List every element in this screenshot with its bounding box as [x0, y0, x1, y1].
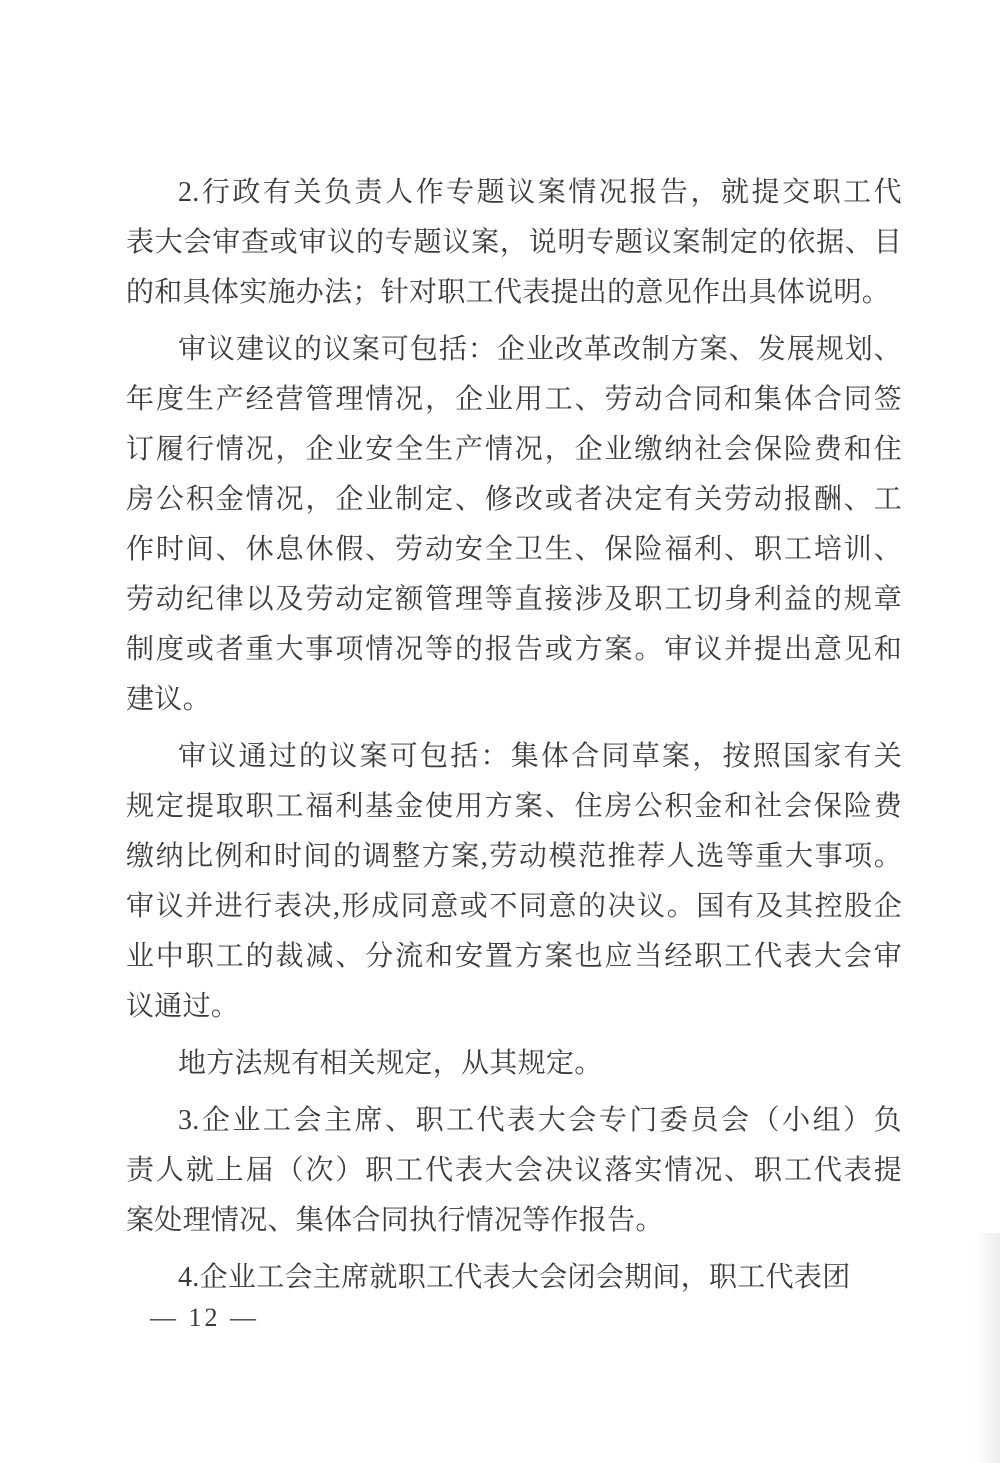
text-line: 年度生产经营管理情况，企业用工、劳动合同和集体合同签 [126, 384, 902, 415]
text-line: 案处理情况、集体合同执行情况等作报告。 [126, 1205, 664, 1236]
paragraph [126, 325, 902, 725]
text-line: 审议建议的议案可包括：企业改革改制方案、发展规划、 [178, 334, 902, 365]
text-line: 表大会审查或审议的专题议案，说明专题议案制定的依据、目 [126, 227, 902, 258]
paragraph [126, 732, 902, 1032]
text-line: 房公积金情况，企业制定、修改或者决定有关劳动报酬、工 [126, 484, 902, 515]
text-line: 审议通过的议案可包括：集体合同草案，按照国家有关 [178, 741, 902, 772]
paragraph [126, 1039, 902, 1089]
paragraph [126, 168, 902, 318]
text-line: 4.企业工会主席就职工代表大会闭会期间，职工代表团 [178, 1262, 851, 1293]
text-line: 作时间、休息休假、劳动安全卫生、保险福利、职工培训、 [126, 534, 902, 565]
document-body-text [126, 168, 902, 1310]
text-line: 责人就上届（次）职工代表大会决议落实情况、职工代表提 [126, 1155, 902, 1186]
text-line: 2.行政有关负责人作专题议案情况报告，就提交职工代 [178, 177, 902, 208]
text-line: 劳动纪律以及劳动定额管理等直接涉及职工切身利益的规章 [126, 584, 902, 615]
text-line: 的和具体实施办法；针对职工代表提出的意见作出具体说明。 [126, 277, 891, 308]
text-line: 建议。 [126, 684, 211, 715]
text-line: 业中职工的裁减、分流和安置方案也应当经职工代表大会审 [126, 941, 902, 972]
text-line: 制度或者重大事项情况等的报告或方案。审议并提出意见和 [126, 634, 902, 665]
text-line: 审议并进行表决,形成同意或不同意的决议。国有及其控股企 [126, 891, 902, 922]
scan-edge-shadow [974, 1233, 1000, 1463]
page-number: — 12 — [150, 1303, 259, 1332]
text-line: 地方法规有相关规定，从其规定。 [178, 1048, 603, 1079]
text-line: 规定提取职工福利基金使用方案、住房公积金和社会保险费 [126, 791, 902, 822]
text-line: 3.企业工会主席、职工代表大会专门委员会（小组）负 [178, 1105, 902, 1136]
paragraph [126, 1253, 902, 1303]
paragraph [126, 1096, 902, 1246]
text-line: 订履行情况，企业安全生产情况，企业缴纳社会保险费和住 [126, 434, 902, 465]
text-line: 缴纳比例和时间的调整方案,劳动模范推荐人选等重大事项。 [126, 841, 902, 872]
text-line: 议通过。 [126, 991, 240, 1022]
